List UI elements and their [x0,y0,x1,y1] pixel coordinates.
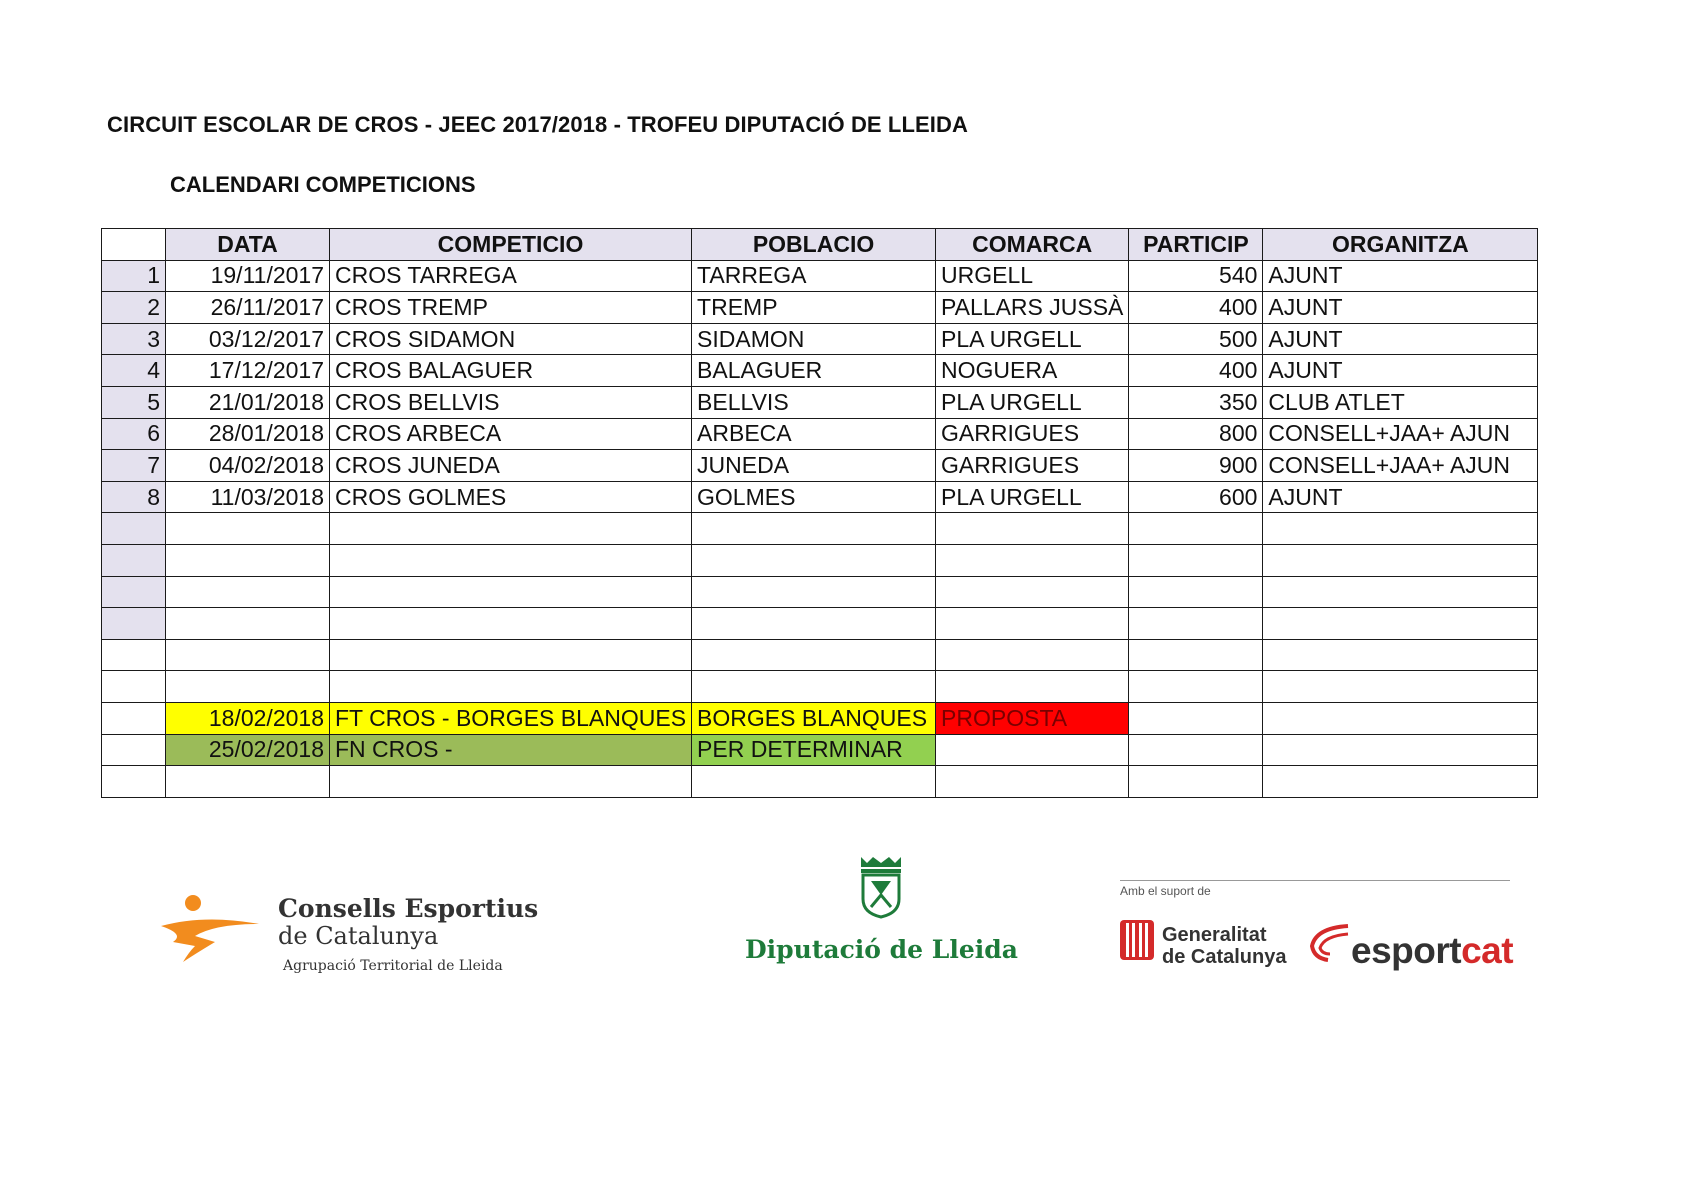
cell-competicio: FN CROS - [330,734,692,766]
empty-cell [330,608,692,640]
empty-cell [692,544,936,576]
row-index [102,734,166,766]
empty-cell [330,576,692,608]
special-row-ft [102,702,1538,734]
cell-competicio: CROS TREMP [330,292,692,324]
table-row [102,481,1538,513]
cell-data: 21/01/2018 [166,386,330,418]
cell-competicio: FT CROS - BORGES BLANQUES [330,702,692,734]
row-index: 7 [102,450,166,482]
header-poblacio: POBLACIO [692,229,936,261]
esportcat-swoosh-icon [1308,922,1350,964]
document-title: CIRCUIT ESCOLAR DE CROS - JEEC 2017/2018 - TROFEU DIPUTACIÓ DE LLEIDA [107,112,968,137]
cell-particip: 500 [1129,323,1263,355]
empty-cell [1129,576,1263,608]
cell-organitza: CONSELL+JAA+ AJUN [1263,418,1538,450]
empty-row [102,671,1538,703]
runner-icon [155,894,265,964]
cell-particip: 400 [1129,292,1263,324]
cell-poblacio: ARBECA [692,418,936,450]
empty-cell [330,766,692,798]
diputacio-name: Diputació de Lleida [745,935,1018,964]
empty-cell [1263,702,1538,734]
cell-competicio: CROS TARREGA [330,260,692,292]
cell-poblacio: BELLVIS [692,386,936,418]
empty-cell [1263,639,1538,671]
empty-cell [936,544,1129,576]
cell-data: 28/01/2018 [166,418,330,450]
empty-row [102,639,1538,671]
empty-cell [936,576,1129,608]
cell-data: 26/11/2017 [166,292,330,324]
header-competicio: COMPETICIO [330,229,692,261]
empty-cell [1129,639,1263,671]
cell-poblacio: TARREGA [692,260,936,292]
cell-organitza: CONSELL+JAA+ AJUN [1263,450,1538,482]
generalitat-emblem-icon [1120,920,1154,960]
empty-row [102,576,1538,608]
empty-row [102,766,1538,798]
cell-comarca: PLA URGELL [936,481,1129,513]
cell-particip: 800 [1129,418,1263,450]
empty-cell [330,544,692,576]
empty-row [102,513,1538,545]
cell-comarca: PALLARS JUSSÀ [936,292,1129,324]
cell-comarca: GARRIGUES [936,450,1129,482]
empty-cell [692,766,936,798]
cell-comarca: PLA URGELL [936,323,1129,355]
row-index [102,544,166,576]
cell-poblacio: JUNEDA [692,450,936,482]
generalitat-line2: de Catalunya [1162,946,1287,968]
cell-poblacio: TREMP [692,292,936,324]
cell-competicio: CROS SIDAMON [330,323,692,355]
empty-cell [1263,766,1538,798]
header-particip: PARTICIP [1129,229,1263,261]
table-row [102,260,1538,292]
cell-poblacio: PER DETERMINAR [692,734,936,766]
cell-data: 17/12/2017 [166,355,330,387]
row-index: 8 [102,481,166,513]
cell-particip: 540 [1129,260,1263,292]
cell-particip: 350 [1129,386,1263,418]
cell-comarca: PLA URGELL [936,386,1129,418]
cell-organitza: AJUNT [1263,292,1538,324]
row-index [102,639,166,671]
empty-cell [330,513,692,545]
empty-cell [692,576,936,608]
empty-cell [1129,544,1263,576]
row-index: 4 [102,355,166,387]
table-row [102,292,1538,324]
empty-cell [1263,734,1538,766]
generalitat-line1: Generalitat [1162,924,1267,946]
table-row [102,418,1538,450]
empty-cell [1263,544,1538,576]
empty-cell [166,544,330,576]
row-index [102,608,166,640]
calendar-table [101,228,1538,798]
header-organitza: ORGANITZA [1263,229,1538,261]
consells-name-line3: Agrupació Territorial de Lleida [283,958,503,974]
empty-cell [330,639,692,671]
empty-row [102,544,1538,576]
empty-row [102,608,1538,640]
cell-competicio: CROS GOLMES [330,481,692,513]
coat-of-arms-icon [857,855,905,919]
row-index [102,766,166,798]
consells-name-line2: de Catalunya [278,922,439,950]
empty-cell [692,671,936,703]
cell-comarca: URGELL [936,260,1129,292]
table-row [102,386,1538,418]
empty-cell [936,513,1129,545]
cell-comarca: NOGUERA [936,355,1129,387]
empty-cell [330,671,692,703]
esportcat-wordmark-part1: esport [1351,930,1462,971]
row-index: 1 [102,260,166,292]
row-index: 5 [102,386,166,418]
empty-cell [692,513,936,545]
table-row [102,450,1538,482]
empty-cell [166,766,330,798]
empty-cell [166,513,330,545]
cell-data: 19/11/2017 [166,260,330,292]
cell-particip: 600 [1129,481,1263,513]
esportcat-wordmark [1351,930,1513,972]
table-row [102,323,1538,355]
document-subtitle: CALENDARI COMPETICIONS [170,172,476,197]
cell-comarca-proposta: PROPOSTA [936,702,1129,734]
cell-poblacio: BORGES BLANQUES [692,702,936,734]
empty-cell [936,639,1129,671]
empty-cell [692,639,936,671]
cell-organitza: AJUNT [1263,260,1538,292]
support-logos [1120,880,1520,990]
header-comarca: COMARCA [936,229,1129,261]
empty-cell [1129,671,1263,703]
empty-cell [1263,513,1538,545]
empty-cell [936,608,1129,640]
cell-poblacio: GOLMES [692,481,936,513]
empty-cell [166,639,330,671]
empty-cell [1263,671,1538,703]
esportcat-wordmark-part2: cat [1461,930,1514,971]
empty-cell [936,766,1129,798]
cell-poblacio: BALAGUER [692,355,936,387]
row-index [102,702,166,734]
special-row-fn [102,734,1538,766]
cell-competicio: CROS ARBECA [330,418,692,450]
divider [1120,880,1510,881]
diputacio-lleida-logo [740,855,1030,965]
empty-cell [1129,513,1263,545]
row-index: 3 [102,323,166,355]
empty-cell [1263,576,1538,608]
cell-particip: 400 [1129,355,1263,387]
cell-data: 03/12/2017 [166,323,330,355]
table-header-row [102,229,1538,261]
empty-cell [1129,702,1263,734]
row-index [102,513,166,545]
empty-cell [1263,608,1538,640]
header-index [102,229,166,261]
cell-organitza: AJUNT [1263,355,1538,387]
cell-competicio: CROS JUNEDA [330,450,692,482]
empty-cell [166,608,330,640]
cell-organitza: CLUB ATLET [1263,386,1538,418]
cell-competicio: CROS BALAGUER [330,355,692,387]
consells-name-line1: Consells Esportius [278,894,539,923]
consells-esportius-logo [155,880,540,980]
empty-cell [1129,608,1263,640]
cell-competicio: CROS BELLVIS [330,386,692,418]
empty-cell [692,608,936,640]
cell-data: 04/02/2018 [166,450,330,482]
row-index: 2 [102,292,166,324]
empty-cell [1129,766,1263,798]
cell-organitza: AJUNT [1263,481,1538,513]
cell-comarca [936,734,1129,766]
cell-data: 11/03/2018 [166,481,330,513]
header-data: DATA [166,229,330,261]
empty-cell [1129,734,1263,766]
cell-data: 18/02/2018 [166,702,330,734]
row-index [102,576,166,608]
cell-poblacio: SIDAMON [692,323,936,355]
cell-particip: 900 [1129,450,1263,482]
row-index [102,671,166,703]
empty-cell [936,671,1129,703]
support-label: Amb el suport de [1120,884,1211,898]
cell-data: 25/02/2018 [166,734,330,766]
empty-cell [166,671,330,703]
table-row [102,355,1538,387]
cell-organitza: AJUNT [1263,323,1538,355]
cell-comarca: GARRIGUES [936,418,1129,450]
row-index: 6 [102,418,166,450]
empty-cell [166,576,330,608]
